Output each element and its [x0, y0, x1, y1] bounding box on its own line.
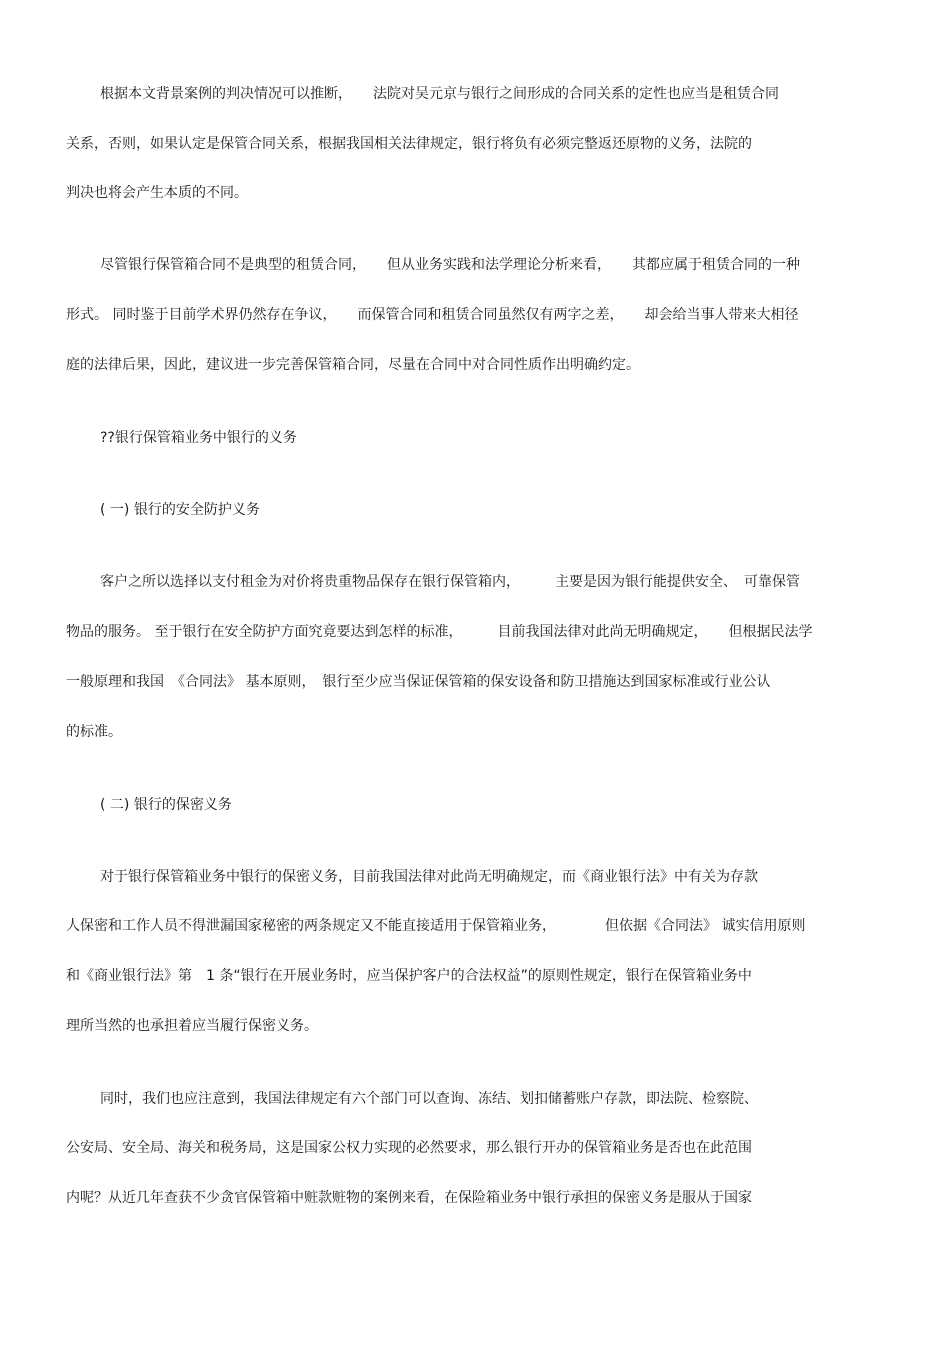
text-line: 的标准。 [66, 724, 122, 740]
text-line: 尽管银行保管箱合同不是典型的租赁合同， 但从业务实践和法学理论分析来看， 其都应属于租赁合同的一种 [100, 257, 800, 273]
text-line: 内呢？从近几年查获不少贪官保管箱中赃款赃物的案例来看，在保险箱业务中银行承担的保密义务是服从于国家 [66, 1190, 752, 1206]
text-line: 客户之所以选择以支付租金为对价将贵重物品保存在银行保管箱内， 主要是因为银行能提供安全、 可靠保管 [100, 574, 800, 590]
text-line: 形式。 同时鉴于目前学术界仍然存在争议， 而保管合同和租赁合同虽然仅有两字之差， 却会给当事人带来大相径 [66, 307, 799, 323]
text-line: 和《商业银行法》第 1 条“银行在开展业务时，应当保护客户的合法权益”的原则性规定，银行在保管箱业务中 [66, 968, 752, 984]
text-line: 对于银行保管箱业务中银行的保密义务，目前我国法律对此尚无明确规定，而《商业银行法》中有关为存款 [100, 869, 758, 885]
text-line: 公安局、安全局、海关和税务局，这是国家公权力实现的必然要求，那么银行开办的保管箱业务是否也在此范围 [66, 1140, 752, 1156]
text-line: 判决也将会产生本质的不同。 [66, 185, 248, 201]
text-line: 根据本文背景案例的判决情况可以推断， 法院对吴元京与银行之间形成的合同关系的定性也应当是租赁合同 [100, 86, 779, 102]
section-heading: ??银行保管箱业务中银行的义务 [100, 430, 297, 446]
text-line: 庭的法律后果，因此，建议进一步完善保管箱合同，尽量在合同中对合同性质作出明确约定。 [66, 357, 640, 373]
subsection-heading: ( 二) 银行的保密义务 [100, 797, 232, 813]
text-line: 人保密和工作人员不得泄漏国家秘密的两条规定又不能直接适用于保管箱业务， 但依据《合同法》 诚实信用原则 [66, 918, 806, 934]
subsection-heading: ( 一) 银行的安全防护义务 [100, 502, 260, 518]
text-line: 同时，我们也应注意到，我国法律规定有六个部门可以查询、冻结、划扣储蓄账户存款，即法院、检察院、 [100, 1091, 758, 1107]
text-line: 理所当然的也承担着应当履行保密义务。 [66, 1018, 318, 1034]
text-line: 物品的服务。 至于银行在安全防护方面究竟要达到怎样的标准， 目前我国法律对此尚无明确规定， 但根据民法学 [66, 624, 813, 640]
text-line: 一般原理和我国 《合同法》 基本原则， 银行至少应当保证保管箱的保安设备和防卫措施达到国家标准或行业公认 [66, 674, 771, 690]
text-line: 关系，否则，如果认定是保管合同关系，根据我国相关法律规定，银行将负有必须完整返还原物的义务，法院的 [66, 136, 752, 152]
